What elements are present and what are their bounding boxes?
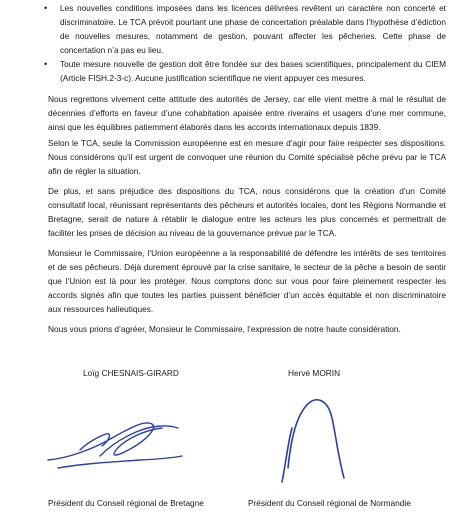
- bullet-list: [60, 2, 446, 85]
- paragraph: Monsieur le Commissaire, l’Union européenne a la responsabilité de défendre les intérêts de ses territoires et de ses pêcheurs. Déjà durement éprouvé par la crise sanitaire, le secteur de la pêche a besoin de sentir que l’Union est là pour les protéger. Nous comptons donc sur vous pour faire pleinement respecter les accords signés afin que toutes les parties puissent bénéficier d’un accès équitable et non discriminatoire aux ressources halieutiques.: [48, 248, 446, 314]
- signatory-title: Président du Conseil régional de Bretagne: [48, 498, 204, 508]
- signatory-name: Hervé MORIN: [288, 368, 341, 378]
- bullet-item: • Toute mesure nouvelle de gestion doit être fondée sur des bases scientifiques, principalement du CIEM (Article FISH.2-3-c). Aucune justification scientifique ne vient appuyer ces mesures.: [60, 58, 446, 86]
- bullet-item: • Les nouvelles conditions imposées dans les licences délivrées revêtent un caractère non concerté et discriminatoire. Le TCA prévoit pourtant une phase de concertation préalable dans l’hypothèse d’édiction de nouvelles mesures, notamment de gestion, pouvant affecter les pêcheries. Cette phase de concertation n’a pas eu lieu.: [60, 2, 446, 58]
- signatory-name: Loïg CHESNAIS-GIRARD: [83, 368, 179, 378]
- closing-paragraph: Nous vous prions d’agréer, Monsieur le Commissaire, l’expression de notre haute considération.: [48, 324, 401, 334]
- signature-bretagne: [40, 398, 190, 478]
- signatory-title: Président du Conseil régional de Normandie: [248, 498, 411, 508]
- paragraph: Selon le TCA, seule la Commission européenne est en mesure d’agir pour faire respecter ses dispositions. Nous considérons qu’il est urgent de convoquer une réunion du Comité spécialisé pêche prévu par le TCA afin de régler la situation.: [48, 138, 446, 176]
- paragraph: Nous regrettons vivement cette attitude des autorités de Jersey, car elle vient mettre à mal le résultat de décennies d’efforts en faveur d’une cohabitation apaisée entre riverains et usagers d’une mer commune, ainsi que les équilibres patiemment élaborés dans les accords internationaux depuis 1839.: [48, 94, 446, 132]
- signature-normandie: [268, 378, 368, 493]
- paragraph: De plus, et sans préjudice des dispositions du TCA, nous considérons que la création d’un Comité consultatif local, réunissant représentants des pêcheurs et autorités locales, dont les Régions Normandie et Bretagne, serait de nature à rétablir le dialogue entre les acteurs les plus concernés et permettrait de faciliter les prises de décision au niveau de la gouvernance prévue par le TCA.: [48, 186, 446, 238]
